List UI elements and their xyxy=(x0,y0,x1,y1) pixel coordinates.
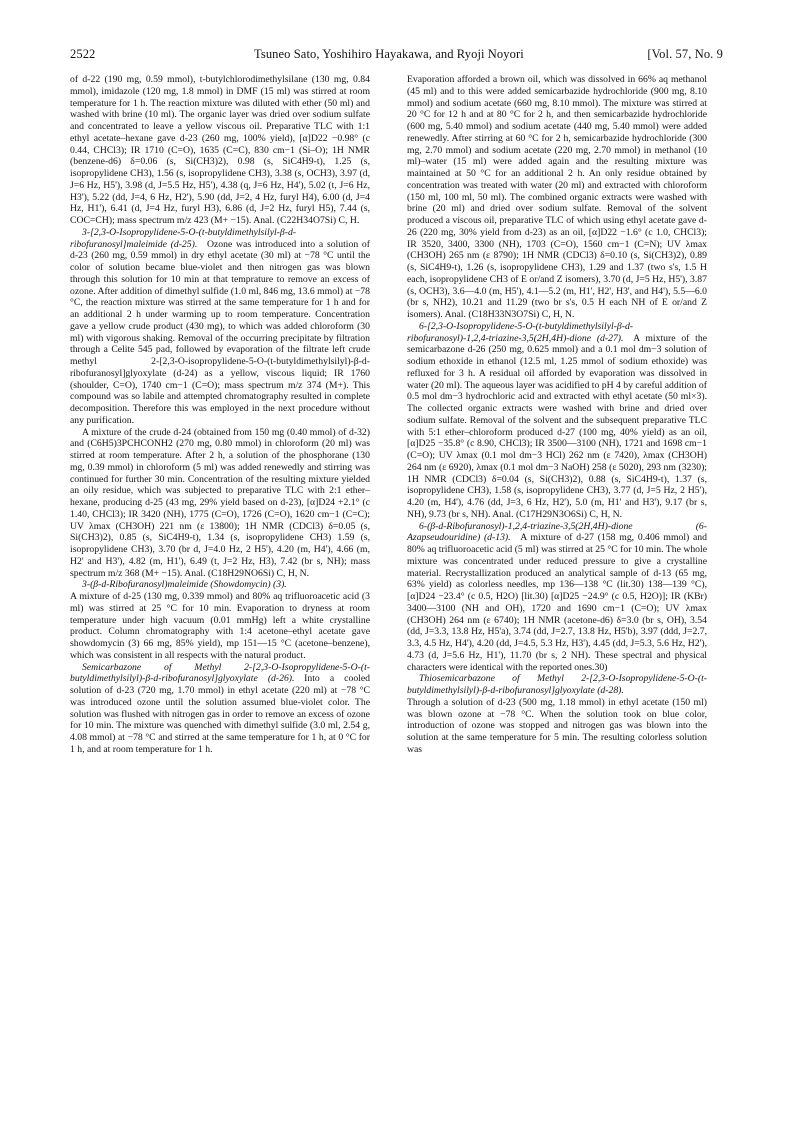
body-paragraph: Through a solution of d-23 (500 mg, 1.18 mmol) in ethyl acetate (150 ml) was blown ozone at −78 °C. When the solution took on blue color, introduction of ozone was stopped and nitrogen gas was blown into the solution at the same temperature for 5 min. The resulting colorless solution was xyxy=(407,696,707,755)
compound-heading: Semicarbazone of Methyl 2-[2,3-O-Isopropylidene-5-O-(t-butyldimethylsilyl)-β-d-ribofuranosyl]glyoxylate (d-26). xyxy=(70,661,370,685)
body-paragraph: Evaporation afforded a brown oil, which was dissolved in 66% aq methanol (45 ml) and to this were added semicarbazide hydrochloride (900 mg, 8.10 mmol) and sodium acetate (660 mg, 8.10 mmol). The mixture was stirred at 20 °C for 12 h and at 80 °C for 2 h, and then semicarbazide hydrochloride (600 mg, 5.40 mmol) and sodium acetate (440 mg, 5.40 mmol) were added renewedly. After stirring at 60 °C for 2 h, semicarbazide hydrochloride (300 mg, 2.70 mmol) and sodium acetate (220 mg, 2.70 mmol) in methanol (10 ml)–water (15 ml) were added again and the resulting mixture was maintained at 50 °C for an additional 2 h. An only residue obtained by concentration was treated with water (20 ml) and extracted with chloroform (150 ml, 100 ml, 50 ml). The combined organic extracts were washed with brine (20 ml) and dried over sodium sulfate. Removal of the solvent produced a viscous oil, preparative TLC of which using ethyl acetate gave d-26 (220 mg, 30% yield from d-23) as an oil, [α]D22 −1.6° (c 1.0, CHCl3); IR 3520, 3400, 3300 (NH), 1703 (C=O), 1560 cm−1 (C=N); UV λmax (CH3OH) 265 nm (ε 8790); 1H NMR (CDCl3) δ=0.10 (s, Si(CH3)2), 0.89 (s, SiC4H9-t), 1.26 (s, isopropylidene CH3), 1.29 and 1.37 (two s's, 1.5 H each, isopropylidene CH3 of E or/and Z isomers), 3.70 (d, J=5 Hz, H5'), 3.87 (s, OCH3), 3.6—4.0 (m, H5'), 4.1—5.2 (m, H1', H2', H3', and H4'), 5.5—6.0 (br s, NH2), 10.21 and 11.29 (two br s's, 0.5 H each NH of E or/and Z isomers). Anal. (C18H33N3O7Si) C, H, N. xyxy=(407,74,707,320)
paragraph-text: Into a cooled solution of d-23 (720 mg, 1.70 mmol) in ethyl acetate (220 ml) at −78 °C was introduced ozone until the solution assumed blue-violet color. The solution was flushed with nitrogen gas in order to remove an excess of ozone for 10 min. The mixture was quenched with dimethyl sulfide (3.0 ml, 2.54 g, 4.08 mmol) at −78 °C and stirred at the same temperature for 1 h, at 0 °C for 1 h, and at room temperature for 1 h. xyxy=(70,673,370,755)
compound-heading: 3-(β-d-Ribofuranosyl)maleimide (Showdomycin) (3). xyxy=(82,579,287,591)
page-number: 2522 xyxy=(70,47,96,61)
body-paragraph: A mixture of the crude d-24 (obtained from 150 mg (0.40 mmol) of d-32) and (C6H5)3PCHCONH2 (270 mg, 0.80 mmol) in chloroform (20 ml) was stirred at room temperature. After 2 h, a solution of the phosphorane (130 mg, 0.39 mmol) in chloroform (5 ml) was added renewedly and stirring was continued for further 30 min. Concentration of the resulting mixture yielded an oily residue, which was subjected to preparative TLC with 2:1 ether–hexane, producing d-25 (43 mg, 29% yield based on d-23), [α]D24 +2.1° (c 1.40, CHCl3); IR 3420 (NH), 1775 (C=O), 1726 (C=O), 1620 cm−1 (C=C); UV λmax (CH3OH) 221 nm (ε 13800); 1H NMR (CDCl3) δ=0.05 (s, Si(CH3)2), 0.85 (s, SiC4H9-t), 1.34 (s, isopropylidene CH3) 1.59 (s, isopropylidene CH3), 3.70 (br d, J=4.0 Hz, 2 H5'), 4.20 (m, H4'), 4.66 (m, H2' and H3'), 4.82 (m, H1'), 6.49 (t, J=2 Hz, H3), 7.42 (br s, NH); mass spectrum m/z 368 (M+ −15). Anal. (C18H29NO6Si) C, H, N. xyxy=(70,426,370,579)
section-paragraph xyxy=(407,321,707,521)
running-head-authors: Tsuneo Sato, Yoshihiro Hayakawa, and Ryoji Noyori xyxy=(254,47,524,61)
section-paragraph xyxy=(407,521,707,674)
compound-heading: 6-[2,3-O-Isopropylidene-5-O-(t-butyldimethylsilyl-β-d-ribofuranosyl)-1,2,4-triazine-3,5(2H,4H)-dione (d-27). xyxy=(407,320,634,344)
section-paragraph xyxy=(70,227,370,427)
running-header xyxy=(70,47,723,63)
section-paragraph xyxy=(70,579,370,591)
compound-heading: 3-[2,3-O-Isopropylidene-5-O-(t-butyldimethylsilyl-β-d-ribofuranosyl]maleimide (d-25). xyxy=(70,226,297,250)
right-column xyxy=(407,74,707,756)
section-paragraph xyxy=(407,673,707,697)
body-paragraph: of d-22 (190 mg, 0.59 mmol), t-butylchlorodimethylsilane (130 mg, 0.84 mmol), imidazole (120 mg, 1.8 mmol) in DMF (15 ml) was stirred at room temperature for 1 h. The reaction mixture was diluted with ether (50 ml) and washed with brine (10 ml). The organic layer was dried over sodium sulfate and concentrated to leave a yellow viscous oil. Preparative TLC with 1:1 ethyl acetate–hexane gave d-23 (260 mg, 100% yield), [α]D22 −0.98° (c 0.44, CHCl3); IR 1710 (C=O), 1635 (C=C), 830 cm−1 (Si–O); 1H NMR (benzene-d6) δ=0.06 (s, Si(CH3)2), 0.98 (s, SiC4H9-t), 1.25 (s, isopropylidene CH3), 1.56 (s, isopropylidene CH3), 3.38 (s, OCH3), 3.97 (d, J=6 Hz, H5'), 3.98 (d, J=5.5 Hz, H5'), 4.38 (q, J=6 Hz, H4'), 5.02 (t, J=6 Hz, H3'), 5.22 (dd, J=4, 6 Hz, H2'), 5.90 (dd, J=2, 4 Hz, furyl H4), 6.00 (d, J=4 Hz, H1'), 6.41 (d, J=4 Hz, furyl H3), 6.86 (d, J=2 Hz, furyl H5), 7.44 (s, COC=CH); mass spectrum m/z 423 (M+ −15). Anal. (C22H34O7Si) C, H. xyxy=(70,74,370,226)
paragraph-text: A mixture of the semicarbazone d-26 (250 mg, 0.625 mmol) and a 0.1 mol dm−3 solution of sodium ethoxide in ethanol (12.5 ml, 1.25 mmol of sodium ethoxide) was refluxed for 3 h. A residual oil afforded by evaporation was dissolved in water (20 ml). The aqueous layer was acidified to pH 4 by careful addition of 0.5 mol dm−3 hydrochloric acid and extracted with ethyl acetate (50 ml×3). The collected organic extracts were washed with brine and dried over sodium sulfate. Removal of the solvent and the subsequent preparative TLC with 5:1 ether–chloroform produced d-27 (100 mg, 40% yield) as an oil, [α]D25 −35.8° (c 8.90, CHCl3); IR 3500—3100 (NH), 1721 and 1698 cm−1 (C=O); UV λmax (0.1 mol dm−3 HCl) 262 nm (ε 7420), λmax (CH3OH) 264 nm (ε 6920), λmax (0.1 mol dm−3 NaOH) 258 (ε 5020), 293 nm (3230); 1H NMR (CDCl3) δ=0.04 (s, Si(CH3)2), 0.88 (s, SiC4H9-t), 1.37 (s, isopropylidene CH3), 1.58 (s, isopropylidene CH3), 3.77 (d, J=5 Hz, 2 H5'), 4.20 (m, H4'), 4.76 (dd, J=3, 6 Hz, H2'), 5.0 (m, H1' and H3'), 9.17 (br s, NH), 9.73 (br s, NH). Anal. (C17H29N3O6Si) C, H, N. xyxy=(407,332,708,520)
section-paragraph xyxy=(70,662,370,756)
left-column xyxy=(70,74,370,756)
paragraph-text: A mixture of d-27 (158 mg, 0.406 mmol) and 80% aq trifluoroacetic acid (5 ml) was stirred at 25 °C for 10 min. The whole mixture was concentrated under reduced pressure to give a crystalline material. Recrystallization produced an analytical sample of d-13 (65 mg, 63% yield) as colorless needles, mp 136—138 °C (lit.30) 138—139 °C), [α]D24 −23.4° (c 0.5, H2O) [lit.30) [α]D25 −24.9° (c 0.5, H2O)]; IR (KBr) 3400—3100 (NH and OH), 1720 and 1690 cm−1 (C=O); UV λmax (CH3OH) 264 nm (ε 6740); 1H NMR (acetone-d6) δ=3.0 (br s, OH), 3.54 (dd, J=3.3, 13.8 Hz, H5'a), 3.74 (dd, J=2.7, 13.8 Hz, H5'b), 3.97 (ddd, J=2.7, 3.3, 4.5 Hz, H4'), 4.20 (dd, J=4.5, 5.3 Hz, H3'), 4.45 (dd, J=5.3, 5.6 Hz, H2'), 4.73 (d, J=5.6 Hz, H1'), 11.70 (br s, 2 NH). These spectral and physical characters were identical with the reported ones.30) xyxy=(407,532,707,673)
compound-heading: Thiosemicarbazone of Methyl 2-[2,3-O-Isopropylidene-5-O-(t-butyldimethylsilyl)-β-d-ribofuranosyl]glyoxylate (d-28). xyxy=(407,673,707,696)
body-paragraph: A mixture of d-25 (130 mg, 0.339 mmol) and 80% aq trifluoroacetic acid (3 ml) was stirred at 25 °C for 10 min. Evaporation to dryness at room temperature under high vacuum (0.01 mmHg) left a white crystalline product. Column chromatography with 1:4 acetone–ethyl acetate gave showdomycin (3) 66 mg, 85% yield), mp 151—15 °C (acetone–benzene), which was consistent in all respects with the natural product. xyxy=(70,591,370,661)
paragraph-text: Ozone was introduced into a solution of d-23 (260 mg, 0.59 mmol) in dry ethyl acetate (30 ml) at −78 °C until the color of solution became blue-violet and then nitrogen gas was blown through this solution for 10 min at that temprature to remove an excess of ozone. After addition of dimethyl sulfide (1.0 ml, 846 mg, 13.6 mmol) at −78 °C, the reaction mixture was stirred at the same temperature for 1 h and for an additional 2 h under warming up to room temperature. Concentration gave a yellow crude product (430 mg), to which was added chloroform (30 ml) with vigorous shaking. Removal of the occurring precipitate by filtration through a Celite 545 pad, followed by evaporation of the filtrate left crude methyl 2-[2,3-O-isopropylidene-5-O-(t-butyldimethylsilyl)-β-d-ribofuranosyl]glyoxylate (d-24) as a yellow, viscous liquid; IR 1760 (shoulder, C=O), 1740 cm−1 (C=O); mass spectrum m/z 374 (M+). This compound was so labile and attempted chromatography resulted in complete decomposition. Therefore this was employed in the next procedure without any purification. xyxy=(70,238,370,426)
compound-heading: 6-(β-d-Ribofuranosyl)-1,2,4-triazine-3,5(2H,4H)-dione (6-Azapseudouridine) (d-13). xyxy=(407,520,707,544)
volume-issue: [Vol. 57, No. 9 xyxy=(647,47,723,61)
